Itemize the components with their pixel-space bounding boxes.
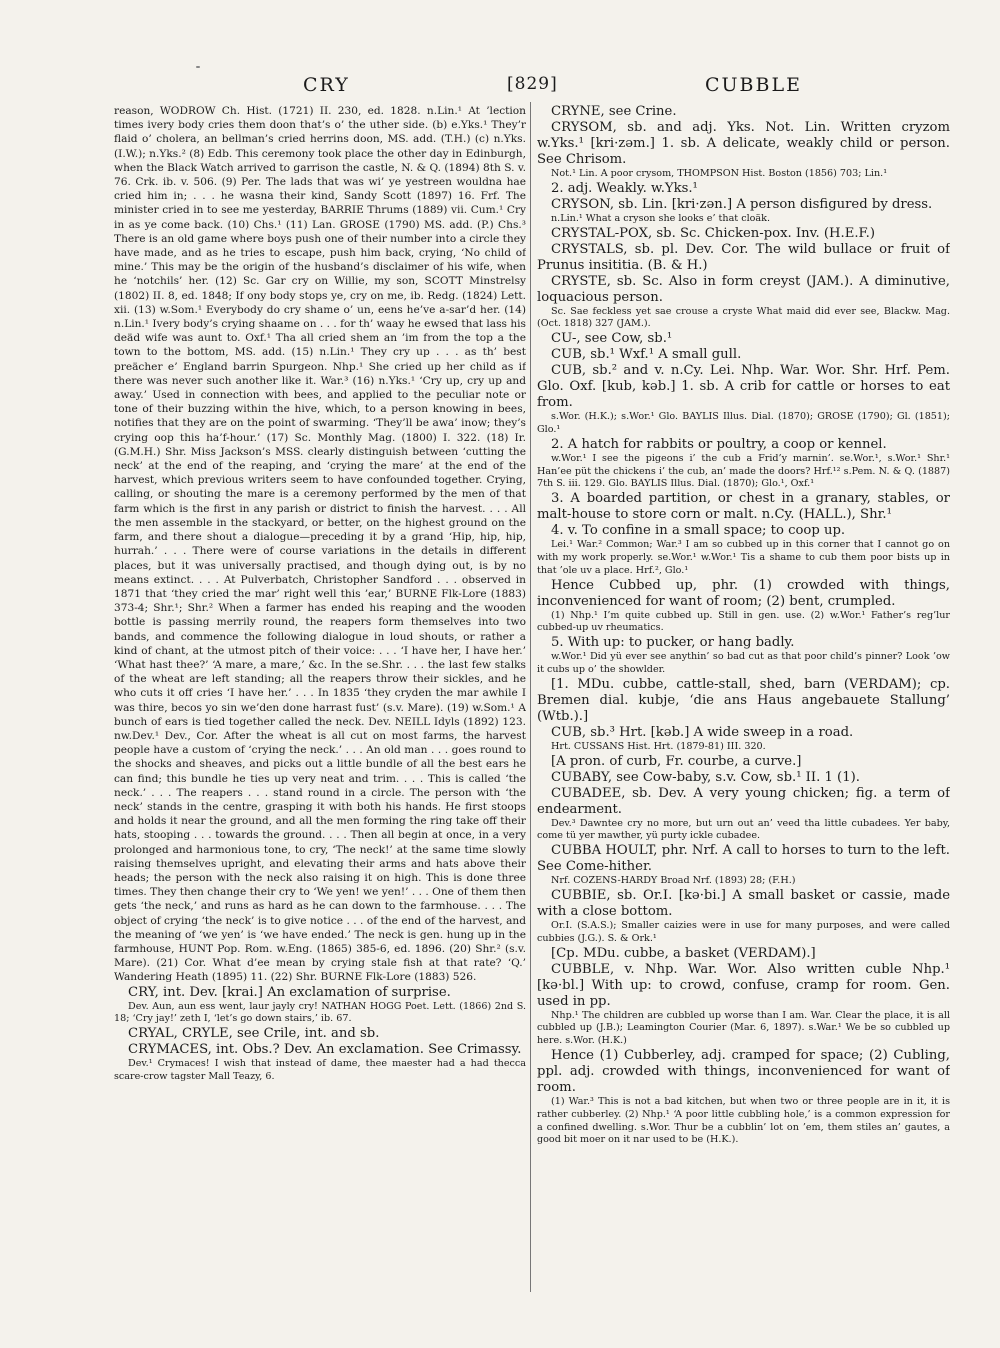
entry-cubaby: CUBABY, see Cow-baby, s.v. Cow, sb.¹ II. 1 (1). (551, 769, 860, 785)
citation-cubble: Nhp.¹ The children are cubbled up worse than I am. War. Clear the place, it is all cubbled up (J.B.); Leamington Courier (Mar. 6, 1897). s.War.¹ We be so cubbled up here. s.Wor. (H.K.) (537, 1009, 950, 1047)
entry-cubba-hoult: CUBBA HOULT, phr. Nrf. A call to horses to turn to the left. See Come-hither. (537, 843, 950, 875)
entry-cub-2: CUB, sb.² and v. n.Cy. Lei. Nhp. War. Wor. Shr. Hrf. Pem. Glo. Oxf. [kub, kəb.] 1. sb. A crib for cattle or horses to eat from. (537, 363, 950, 411)
citation-cryste: Sc. Sae feckless yet sae crouse a cryste What maid did ever see, Blackw. Mag. (Oct. 1818) 327 (JAM.). (537, 305, 950, 330)
entry-cub-2-sense-4: 4. v. To confine in a small space; to coop up. (551, 523, 846, 539)
entry-cubadee: CUBADEE, sb. Dev. A very young chicken; fig. a term of endearment. (537, 785, 950, 817)
entry-cubbie: CUBBIE, sb. Or.I. [kə·bi.] A small basket or cassie, made with a close bottom. (537, 887, 950, 919)
entry-crymaces: CRYMACES, int. Obs.? Dev. An exclamation. See Crimassy. (128, 1042, 522, 1058)
paper-speck (196, 66, 200, 68)
citation-crymaces: Dev.¹ Crymaces! I wish that instead of dame, thee maester had a had thecca scare-crow tagster Mall Teazy, 6. (114, 1058, 526, 1082)
entry-cub-1: CUB, sb.¹ Wxf.¹ A small gull. (551, 347, 742, 363)
entry-cryson: CRYSON, sb. Lin. [kri·zən.] A person disfigured by dress. (551, 196, 933, 212)
citation-cry-int: Dev. Aun, aun ess went, laur jayly cry! NATHAN HOGG Poet. Lett. (1866) 2nd S. 18; ‘Cry jay!’ zeth I, ‘let’s go down stairs,’ ib. 67. (114, 1000, 526, 1025)
entry-cryste: CRYSTE, sb. Sc. Also in form creyst (JAM.). A diminutive, loquacious person. (537, 273, 950, 305)
entry-cubberley: Hence (1) Cubberley, adj. cramped for space; (2) Cubling, ppl. adj. crowded with things, inconvenienced for want of room. (537, 1047, 950, 1095)
citation-cub-2-sense-4: Lei.¹ War.² Common; War.³ I am so cubbed up in this corner that I cannot go on with my work properly. se.Wor.¹ w.Wor.¹ Tis a shame to cub them poor bists up in that ’ole uv a place. Hrf.², Glo.¹ (537, 539, 950, 576)
entry-cub-2-sense-3: 3. A boarded partition, or chest in a granary, stables, or malt-house to store corn or malt. n.Cy. (HALL.), Shr.¹ (537, 491, 950, 523)
citation-cubba-hoult: Nrf. COZENS-HARDY Broad Nrf. (1893) 28; (F.H.) (551, 875, 796, 887)
header-left-guide-word: CRY (303, 74, 350, 96)
etymology-cub-2: [1. MDu. cubbe, cattle-stall, shed, barn (VERDAM); cp. Bremen dial. kubje, ‘die ans Haus angebauete Stallung’ (Wtb.).] (537, 676, 950, 724)
entry-crystals: CRYSTALS, sb. pl. Dev. Cor. The wild bullace or fruit of Prunus insititia. (B. & H.) (537, 241, 950, 273)
citation-crysom: Not.¹ Lin. A poor crysom, THOMPSON Hist. Boston (1856) 703; Lin.¹ (551, 168, 888, 179)
entry-cub-3: CUB, sb.³ Hrt. [kəb.] A wide sweep in a road. (551, 724, 854, 740)
citation-cubadee: Dev.³ Dawntee cry no more, but urn out an’ veed tha little cubadees. Yer baby, come tü yer mawther, yü purty ickle cubadee. (537, 817, 950, 842)
entry-cu: CU-, see Cow, sb.¹ (551, 331, 673, 347)
page-header (110, 74, 900, 108)
header-right-guide-word: CUBBLE (705, 74, 802, 96)
citation-cubbed-up: (1) Nhp.¹ I’m quite cubbed up. Still in gen. use. (2) w.Wor.¹ Father’s reg’lur cubbed-up uv rheumatics. (537, 609, 950, 634)
column-divider (530, 102, 531, 1292)
entry-cubbed-up: Hence Cubbed up, phr. (1) crowded with things, inconvenienced for want of room; (2) bent, crumpled. (537, 577, 950, 609)
entry-crysom-sense-2: 2. adj. Weakly. w.Yks.¹ (551, 180, 698, 196)
entry-cub-2-sense-2: 2. A hatch for rabbits or poultry, a coop or kennel. (551, 436, 887, 452)
etymology-cub-3: [A pron. of curb, Fr. courbe, a curve.] (551, 753, 802, 769)
citation-cub-2-sense-5: w.Wor.¹ Did yü ever see anythin’ so bad cut as that poor child’s pinner? Look ’ow it cubs up o’ the showlder. (537, 651, 950, 675)
left-column (114, 104, 526, 1284)
citation-cub-3: Hrt. CUSSANS Hist. Hrt. (1879-81) III. 320. (551, 740, 766, 752)
citation-cub-2-sense-2: w.Wor.¹ I see the pigeons i’ the cub a Frid’y marnin’. se.Wor.¹, s.Wor.¹ Shr.¹ Han’ee püt the chickens i’ the cub, an’ made the doors? Hrf.¹² s.Pem. N. & Q. (1887) 7th S. iii. 129. Glo. BAYLIS Illus. Dial. (1870); Glo.¹, Oxf.¹ (537, 452, 950, 490)
right-column (537, 104, 950, 1304)
entry-cry-continuation: reason, WODROW Ch. Hist. (1721) II. 230, ed. 1828. n.Lin.¹ At ’lection times ivery body cries them doon that’s o’ the uther side. (b) e.Yks.¹ They’r flaid o’ cholera, an bellman’s cried herrins doon, MS. add. (T.H.) (c) n.Yks. (I.W.); n.Yks.² (8) Edb. This ceremony took place the other day in Edinburgh, when the Black Watch arrived to garrison the castle, N. & Q. (1894) 8th S. v. 76. Crk. ib. v. 506. (9) Per. The lads that was wi’ ye yestreen wouldna hae cried him in; . . . he wasna their kind, Sandy Scott (1897) 16. Frf. The minister cried in to see me yesterday, BARRIE Thrums (1889) vii. Cum.¹ Cry in as ye come back. (10) Chs.¹ (11) Lan. GROSE (1790) MS. add. (P.) Chs.³ There is an old game where boys push one of their number into a circle they have made, and as he tries to escape, push him back, crying, ‘No child of mine.’ This may be the origin of the husband’s disclaimer of his wife, when he ‘notchils’ her. (12) Sc. Gar cry on Willie, my son, SCOTT Minstrelsy (1802) II. 8, ed. 1848; If ony body stops ye, cry on me, ib. Redg. (1824) Lett. xii. (13) w.Som.¹ Everybody do cry shame o’ un, eens he’ve a-sar’d her. (14) n.Lin.¹ Ivery body’s crying shaame on . . . for th’ waay he ewsed that lass his deäd wife was aunt to. Oxf.¹ Tha all cried shem an ’im from the top a the town to the bottom, MS. add. (15) n.Lin.¹ They cry up . . . as th’ best preächer e’ England barrin Spurgeon. Nhp.¹ She cried up her child as if there was never such another like it. War.³ (16) n.Yks.¹ ‘Cry up, cry up and away.’ Used in connection with bees, and applied to the peculiar note or tone of their buzzing within the hive, which, to a person knowing in bees, notifies that they are on the point of swarming. ‘They’ll be awa’ inow; they’s crying oop this ha’f-hour.’ (17) Sc. Monthly Mag. (1800) I. 322. (18) Ir. (G.M.H.) Shr. Miss Jackson’s MSS. clearly distinguish between ‘cutting the neck’ at the end of the reaping, and ‘crying the mare’ at the end of the harvest, which previous writers seem to have confounded together. Crying, calling, or shouting the mare is a ceremony performed by the men of that farm which is the first in any parish or district to finish the harvest. . . . All the men assemble in the stackyard, or better, on the highest ground on the farm, and there shout a dialogue—preceding it by a grand ‘Hip, hip, hip, hurrah.’ . . . There were of course variations in the details in different places, but it was universally practised, and though dying out, is by no means extinct. . . . At Pulverbatch, Christopher Sandford . . . observed in 1871 that ‘they cried the mar’ right well this ’ear,’ BURNE Flk-Lore (1883) 373-4; Shr.¹; Shr.² When a farmer has ended his reaping and the wooden bottle is passing merrily round, the reapers form themselves into two bands, and commence the following dialogue in loud shouts, or rather a kind of chant, at the utmost pitch of their voice: . . . ‘I have her, I have her.’ ‘What hast thee?’ ‘A mare, a mare,’ &c. In the se.Shr. . . . the last few stalks of the wheat are left standing; all the reapers throw their sickles, and he who cuts it off cries ‘I have her.’ . . . In 1835 ‘they cryden the mar awhile I was thire, becos yo sin we’den done harrast fust’ (s.v. Mare). (19) w.Som.¹ A bunch of ears is tied together called the neck. Dev. NEILL Idyls (1892) 123. nw.Dev.¹ Dev., Cor. After the wheat is all cut on most farms, the harvest people have a custom of ‘crying the neck.’ . . . An old man . . . goes round to the shocks and sheaves, and picks out a little bundle of all the best ears he can find; this bundle he ties up very neat and trim. . . . This is called ‘the neck.’ . . . The reapers . . . stand round in a circle. The person with ‘the neck’ stands in the centre, grasping it with both his hands. He first stoops and holds it near the ground, and all the men forming the ring take off their hats, stooping . . . towards the ground. . . . Then all begin at once, in a very prolonged and harmonious tone, to cry, ‘The neck!’ at the same time slowly raising themselves upright, and elevating their arms and hats above their heads; the person with the neck also raising it on high. This is done three times. They then change their cry to ‘We yen! we yen!’ . . . One of them then gets ‘the neck,’ and runs as hard as he can down to the farmhouse. . . . The object of crying ‘the neck’ is to give notice . . . of the end of the harvest, and the meaning of ‘we yen’ is ‘we have ended.’ The neck is gen. hung up in the farmhouse, HUNT Pop. Rom. w.Eng. (1865) 385-6, ed. 1896. (20) Shr.² (s.v. Mare). (21) Cor. What d’ee mean by crying stale fish at that rate? ‘Q.’ Wandering Heath (1895) 11. (22) Shr. BURNE Flk-Lore (1883) 526. (114, 105, 526, 984)
citation-cubbie: Or.I. (S.A.S.); Smaller caizies were in use for many purposes, and were called cubbies (J.G.). S. & Ork.¹ (537, 919, 950, 944)
entry-crystal-pox: CRYSTAL-POX, sb. Sc. Chicken-pox. Inv. (H.E.F.) (551, 225, 875, 241)
citation-cryson: n.Lin.¹ What a cryson she looks e’ that cloäk. (551, 212, 771, 224)
entry-cryne: CRYNE, see Crine. (551, 104, 677, 119)
etymology-cubbie: [Cp. MDu. cubbe, a basket (VERDAM).] (551, 945, 816, 961)
entry-crysom: CRYSOM, sb. and adj. Yks. Not. Lin. Written cryzom w.Yks.¹ [kri·zəm.] 1. sb. A delicate, weakly child or person. See Chrisom. (537, 120, 950, 167)
citation-cub-2-sense-1: s.Wor. (H.K.); s.Wor.¹ Glo. BAYLIS Illus. Dial. (1870); GROSE (1790); Gl. (1851); Glo.¹ (537, 411, 950, 435)
entry-cub-2-sense-5: 5. With up: to pucker, or hang badly. (551, 635, 795, 651)
page-number: [829] (507, 74, 558, 94)
entry-cry-int: CRY, int. Dev. [krai.] An exclamation of surprise. (128, 984, 451, 1000)
entry-cryal: CRYAL, CRYLE, see Crile, int. and sb. (128, 1026, 380, 1042)
citation-cubberley: (1) War.³ This is not a bad kitchen, but when two or three people are in it, it is rather cubberley. (2) Nhp.¹ ‘A poor little cubbling hole,’ is a common expression for a confined dwelling. s.Wor. Thur be a cubblin’ lot on ’em, them stiles an’ gautes, a good bit moer on it nar used to be (H.K.). (537, 1095, 950, 1146)
entry-cubble: CUBBLE, v. Nhp. War. Wor. Also written cuble Nhp.¹ [kə·bl.] With up: to crowd, confuse, cramp for room. Gen. used in pp. (537, 961, 950, 1009)
